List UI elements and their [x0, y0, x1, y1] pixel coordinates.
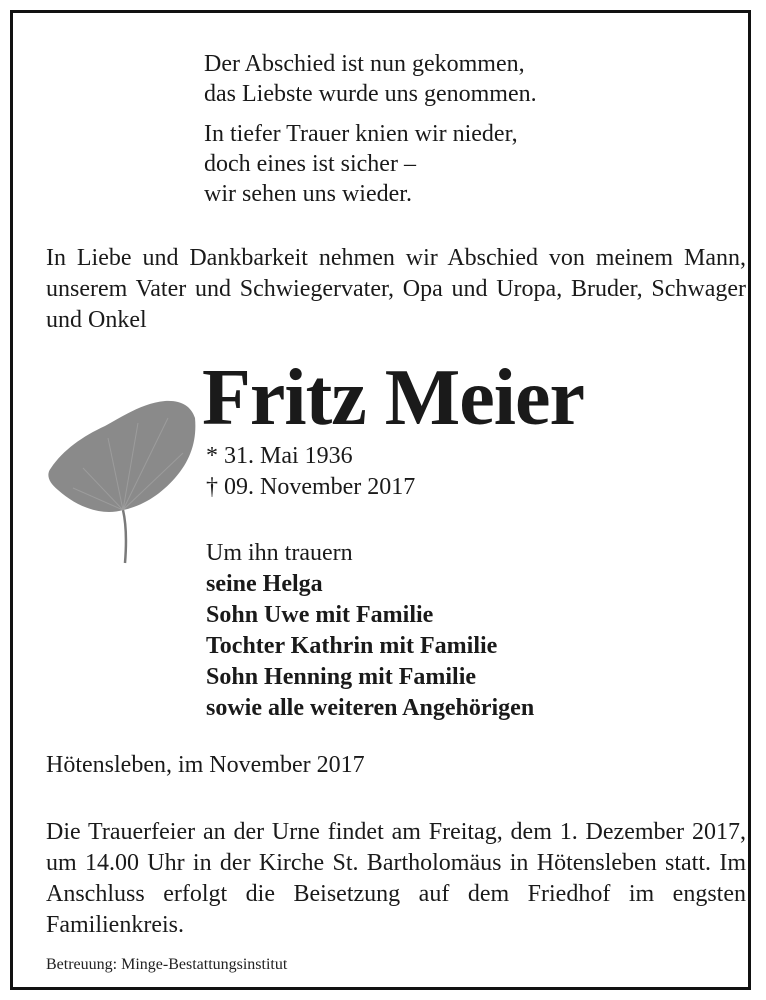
- obituary-frame: [10, 10, 751, 990]
- poem-line: das Liebste wurde uns genommen.: [204, 81, 537, 107]
- mourner-name: Sohn Henning mit Familie: [206, 664, 477, 690]
- deceased-name: Fritz Meier: [202, 354, 585, 442]
- life-dates: [206, 441, 415, 503]
- birth-date: * 31. Mai 1936: [206, 443, 353, 469]
- mourner-name: Tochter Kathrin mit Familie: [206, 633, 498, 659]
- funeral-home-credit: Betreuung: Minge-Bestattungsinstitut: [46, 956, 288, 973]
- poem-line: Der Abschied ist nun gekommen,: [204, 51, 525, 77]
- poem-stanza-1: [204, 49, 704, 109]
- mourners-lead: Um ihn trauern: [206, 540, 353, 566]
- poem-line: doch eines ist sicher –: [204, 151, 416, 177]
- intro-text: In Liebe und Dankbarkeit nehmen wir Abschied von meinem Mann, unserem Vater und Schwiegervater, Opa und Uropa, Bruder, Schwager und Onkel: [46, 245, 746, 333]
- death-date: † 09. November 2017: [206, 474, 416, 500]
- poem-line: In tiefer Trauer knien wir nieder,: [204, 121, 518, 147]
- service-details: Die Trauerfeier an der Urne findet am Freitag, dem 1. Dezember 2017, um 14.00 Uhr in der Kirche St. Bartholomäus in Hötensleben statt. Im Anschluss erfolgt die Beisetzung auf dem Friedhof im engsten Familienkreis.: [46, 819, 746, 938]
- mourner-name: sowie alle weiteren Angehörigen: [206, 695, 535, 721]
- mourner-name: Sohn Uwe mit Familie: [206, 602, 434, 628]
- poem-stanza-2: [204, 119, 704, 209]
- place-date: Hötensleben, im November 2017: [46, 752, 365, 778]
- mourner-name: seine Helga: [206, 571, 323, 597]
- poem: [204, 49, 704, 219]
- mourners-list: [206, 538, 534, 724]
- poem-line: wir sehen uns wieder.: [204, 181, 412, 207]
- ginkgo-leaf-icon: [43, 398, 198, 570]
